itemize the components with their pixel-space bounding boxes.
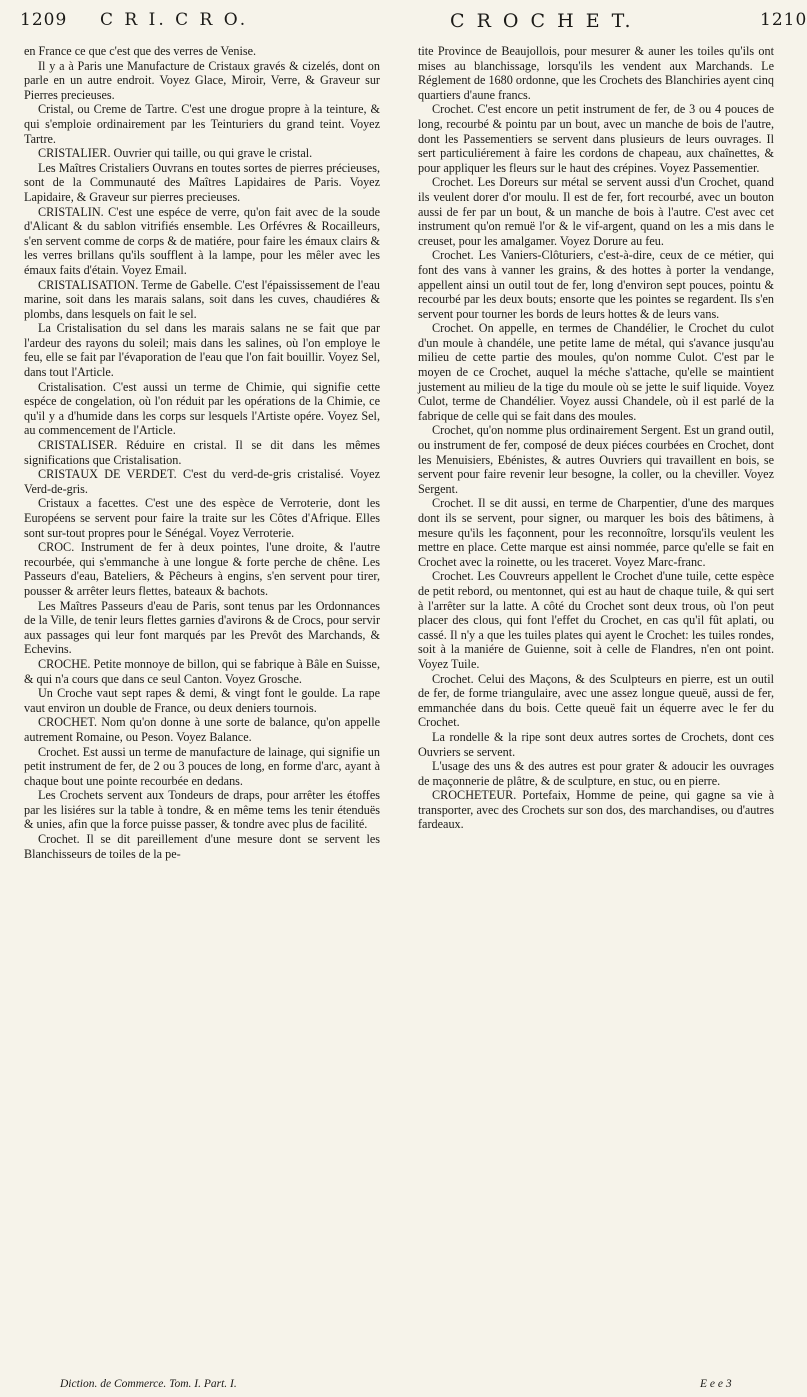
paragraph: CRISTAUX DE VERDET. C'est du verd-de-gris cristalisé. Voyez Verd-de-gris. xyxy=(24,467,380,496)
page-number-right: 1210 xyxy=(760,10,807,30)
paragraph: Les Crochets servent aux Tondeurs de draps, pour arrêter les étoffes par les lisiéres sur la table à tondre, & en même tems les tenir étenduës & unies, afin que la force puisse passer, & tondre avec plus de facilité. xyxy=(24,788,380,832)
paragraph: Cristal, ou Creme de Tartre. C'est une drogue propre à la teinture, & qui s'emploie ordinairement par les Teinturiers du grand teint. Voyez Tartre. xyxy=(24,102,380,146)
header-title-left: C R I. C R O. xyxy=(100,10,249,30)
paragraph: Crochet. Les Vaniers-Clôturiers, c'est-à-dire, ceux de ce métier, qui font des vans à vanner les grains, & des hottes à porter la vendange, appellent ainsi un outil tout de fer, long d'environ sept pouces, pointu & recourbé par les deux bouts; ensorte que les pointes se regardent. Ils s'en servent pour tourner les bords de leurs hottes & de leurs vans. xyxy=(418,248,774,321)
paragraph: CRISTALIER. Ouvrier qui taille, ou qui grave le cristal. xyxy=(38,146,313,161)
paragraph: Crochet. Est aussi un terme de manufacture de lainage, qui signifie un petit instrument de fer, de 2 ou 3 pouces de long, en forme d'arc, ayant à chaque bout une pointe recourbée en dedans. xyxy=(24,744,380,788)
paragraph: Crochet. Il se dit pareillement d'une mesure dont se servent les Blanchisseurs de toiles de la pe- xyxy=(24,832,380,861)
paragraph: CROC. Instrument de fer à deux pointes, l'une droite, & l'autre recourbée, qui s'emmanche à une longue & forte perche de chêne. Les Passeurs d'eau, Bateliers, & Pêcheurs à engins, s'en servent pour tirer, pousser & arrêter leurs flettes, bateaux & bachots. xyxy=(24,540,380,598)
paragraph: CRISTALISATION. Terme de Gabelle. C'est l'épaississement de l'eau marine, soit dans les marais salans, soit dans les cuves, chaudiéres & plombs, dans lesquels on fait le sel. xyxy=(24,277,380,321)
paragraph: La Cristalisation du sel dans les marais salans ne se fait que par l'ardeur des rayons du soleil; mais dans les salines, où l'on employe le feu, elle se fait par l'évaporation de l'eau que l'on fait bouillir. Voyez Sel, dans tout l'Article. xyxy=(24,321,380,380)
paragraph: en France ce que c'est que des verres de Venise. xyxy=(24,44,257,58)
paragraph: Cristaux a facettes. C'est une des espèce de Verroterie, dont les Européens se servent pour faire la traite sur les Côtes d'Afrique. Elles sont sur-tout propres pour le Sénégal. Voyez Verroterie. xyxy=(24,496,380,540)
paragraph: Crochet. Les Doreurs sur métal se servent aussi d'un Crochet, quand ils veulent dorer d'or moulu. Il est de fer, fort recourbé, avec un bouton aussi de fer par un bout, & un manche de bois à l'autre. C'est avec cet instrument qu'on remuë l'or & le vif-argent, quand on les a mis dans le creuset, pour les amalgamer. Voyez Dorure au feu. xyxy=(418,175,774,248)
right-column xyxy=(418,44,774,1382)
paragraph: Un Croche vaut sept rapes & demi, & vingt font le goulde. La rape vaut environ un double de France, ou deux deniers tournois. xyxy=(24,686,380,715)
paragraph: CROCHETEUR. Portefaix, Homme de peine, qui gagne sa vie à transporter, avec des Crochets sur son dos, des marchandises, ou d'autres fardeaux. xyxy=(418,788,774,832)
paragraph: Crochet. C'est encore un petit instrument de fer, de 3 ou 4 pouces de long, recourbé & pointu par un bout, avec un manche de bois de l'autre, dont les Passementiers se servent dans plusieurs de leurs ouvrages. Il sert particuliérement à faire les cordons de chapeau, aux chaînettes, & pour appliquer les fleurs sur le haut des crépines. Voyez Passementier. xyxy=(418,102,774,175)
paragraph: Crochet, qu'on nomme plus ordinairement Sergent. Est un grand outil, ou instrument de fer, composé de deux piéces courbées en Crochet, dont les Menuisiers, Ebénistes, & autres Ouvriers qui travaillent en bois, se servent pour faire revenir leur besogne, la coller, ou la cheviller. Voyez Sergent. xyxy=(418,423,774,496)
paragraph: Il y a à Paris une Manufacture de Cristaux gravés & cizelés, dont on parle en un autre endroit. Voyez Glace, Miroir, Verre, & Graveur sur Pierres precieuses. xyxy=(24,58,380,102)
paragraph: Crochet. Il se dit aussi, en terme de Charpentier, d'une des marques dont ils se servent, pour signer, ou marquer les bois des bâtimens, à mesure qu'ils les façonnent, pour les reconnoître, lorsqu'ils veulent les mettre en place. Cette marque est ainsi nommée, parce qu'elle se fait en Crochet avec la roinette, ou les traceret. Voyez Marc-franc. xyxy=(418,496,774,569)
footer-source: Diction. de Commerce. Tom. I. Part. I. xyxy=(60,1378,237,1390)
paragraph: Crochet. Les Couvreurs appellent le Crochet d'une tuile, cette espèce de petit rebord, ou mentonnet, qui est au haut de chaque tuile, & qui sert à l'arrêter sur la latte. A côté du Crochet sont deux trous, où l'on peut placer des clous, qui font l'effet du Crochet, en cas qu'il fût aplati, ou cassé. Il n'y a que les tuiles plates qui ayent le Crochet: les tuiles rondes, soit à la maniére de Guienne, soit à celle de Flandres, n'en ont point. Voyez Tuile. xyxy=(418,569,774,671)
footer-signature: E e e 3 xyxy=(700,1378,732,1390)
paragraph: CRISTALISER. Réduire en cristal. Il se dit dans les mêmes significations que Cristalisation. xyxy=(24,438,380,467)
paragraph: Les Maîtres Passeurs d'eau de Paris, sont tenus par les Ordonnances de la Ville, de tenir leurs flettes garnies d'avirons & de Crocs, pour servir aux passages qui leur font marqués par les Prevôt des Marchands, & Echevins. xyxy=(24,598,380,657)
paragraph: L'usage des uns & des autres est pour grater & adoucir les ouvrages de maçonnerie de plâtre, & de sculpture, en stuc, ou en pierre. xyxy=(418,759,774,788)
header-title-right: C R O C H E T. xyxy=(450,10,634,32)
page-number-left: 1209 xyxy=(20,10,68,30)
paragraph: Les Maîtres Cristaliers Ouvrans en toutes sortes de pierres précieuses, sont de la Communauté des Maîtres Lapidaires de Paris. Voyez Lapidaire, & Graveur sur pierres precieuses. xyxy=(24,160,380,204)
paragraph: tite Province de Beaujollois, pour mesurer & auner les toiles qu'ils ont mises au blanchissage, lorsqu'ils les vendent aux Marchands. Le Réglement de 1680 ordonne, que les Crochets des Blanchiries ayent cinq quartiers d'aune francs. xyxy=(418,44,774,102)
left-column xyxy=(24,44,380,1382)
running-header xyxy=(0,0,807,40)
paragraph: La rondelle & la ripe sont deux autres sortes de Crochets, dont ces Ouvriers se servent. xyxy=(418,729,774,759)
paragraph: Crochet. On appelle, en termes de Chandélier, le Crochet du culot d'un moule à chandéle, une petite lame de métal, qui s'avance jusqu'au milieu de cette partie des moules, qu'on nomme Culot. C'est par le moyen de ce Crochet, auquel la méche s'attache, qu'elle se maintient justement au milieu de la tige du moule où se jette le suif liquide. Voyez Culot, terme de Chandélier. Voyez aussi Chandele, où il est parlé de la fabrique de celle qui se fait dans des moules. xyxy=(418,321,774,423)
paragraph: Crochet. Celui des Maçons, & des Sculpteurs en pierre, est un outil de fer, de forme triangulaire, avec une assez longue queuë, aussi de fer, emmanchée dans du bois. Cette queuë fait un équerre avec le fer du Crochet. xyxy=(418,671,774,730)
paragraph: CROCHE. Petite monnoye de billon, qui se fabrique à Bâle en Suisse, & qui n'a cours que dans ce seul Canton. Voyez Grosche. xyxy=(24,656,380,686)
paragraph: Cristalisation. C'est aussi un terme de Chimie, qui signifie cette espéce de congelation, où l'on réduit par les opérations de la Chimie, ce qu'il y a d'humide dans les corps sur lesquels l'Artiste opére. Voyez Sel, au commencement de l'Article. xyxy=(24,379,380,438)
paragraph: CRISTALIN. C'est une espéce de verre, qu'on fait avec de la soude d'Alicant & du sablon vitrifiés ensemble. Les Orfévres & Rocailleurs, s'en servent comme de corps & de matiére, pour faire les émaux clairs & les verres brillans qu'ils soufflent à la lampe, pour les mêler avec les émaux faits d'étain. Voyez Email. xyxy=(24,204,380,277)
paragraph: CROCHET. Nom qu'on donne à une sorte de balance, qu'on appelle autrement Romaine, ou Peson. Voyez Balance. xyxy=(24,715,380,744)
